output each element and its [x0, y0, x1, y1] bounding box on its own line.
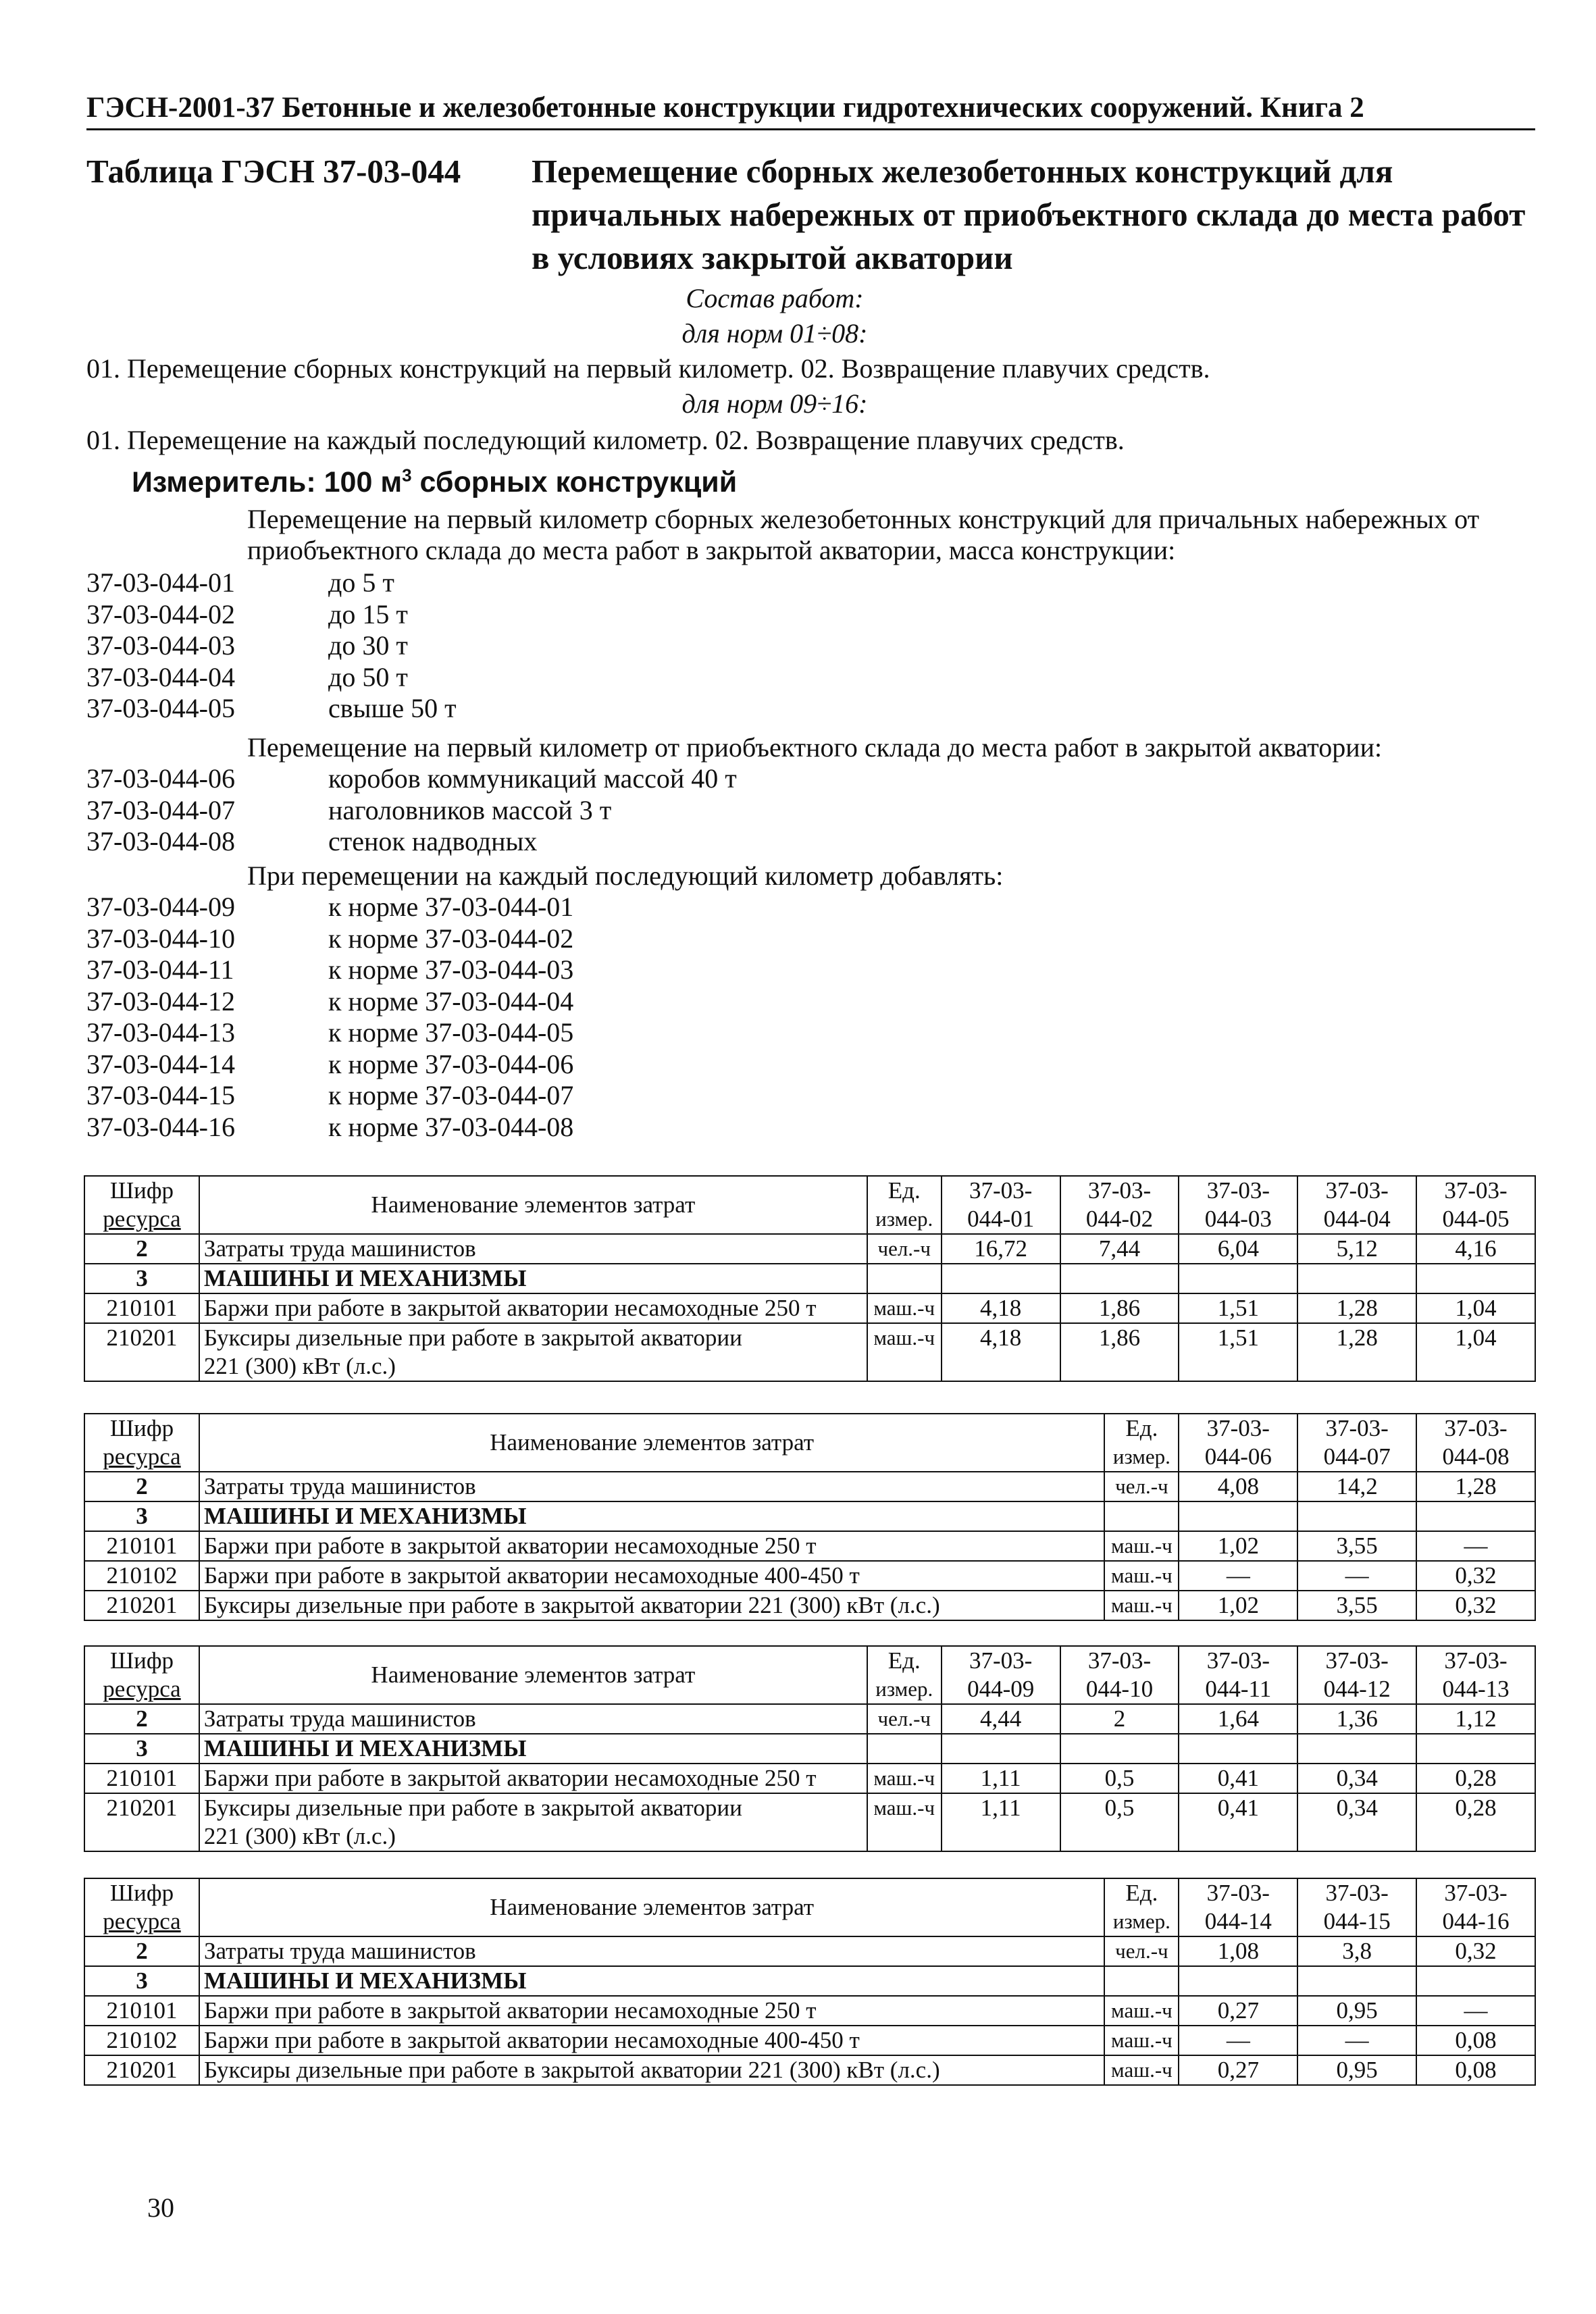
row-unit	[867, 1734, 942, 1764]
row-name-line: 221 (300) кВт (л.с.)	[203, 1353, 396, 1379]
row-value: —	[1297, 2026, 1416, 2055]
column-header-norm	[1179, 1414, 1297, 1472]
column-header-norm	[1060, 1646, 1179, 1704]
norm-col-suffix: 044-16	[1442, 1908, 1510, 1934]
norm-code: 37-03-044-08	[86, 826, 235, 856]
row-unit: маш.-ч	[1104, 2055, 1179, 2085]
row-value: 1,28	[1297, 1323, 1416, 1381]
norm-description: к норме 37-03-044-07	[328, 1080, 574, 1110]
norm-col-prefix: 37-03-	[1325, 1177, 1389, 1204]
table-row	[84, 1293, 1535, 1323]
row-unit: маш.-ч	[1104, 1531, 1179, 1561]
code-head-line: ресурса	[103, 1206, 181, 1232]
column-header-code	[84, 1176, 199, 1234]
row-value: 4,44	[942, 1704, 1060, 1734]
column-header-norm	[942, 1646, 1060, 1704]
row-value	[942, 1734, 1060, 1764]
row-value	[1179, 1501, 1297, 1531]
resource-table	[84, 1175, 1536, 1382]
norm-col-suffix: 044-12	[1323, 1676, 1391, 1702]
column-header-norm	[1297, 1414, 1416, 1472]
norm-col-suffix: 044-13	[1442, 1676, 1510, 1702]
row-value: 1,28	[1297, 1293, 1416, 1323]
row-name: Затраты труда машинистов	[199, 1472, 1104, 1501]
column-header-norm	[942, 1176, 1060, 1234]
code-head-line: ресурса	[103, 1443, 181, 1470]
norm-col-prefix: 37-03-	[1206, 1880, 1270, 1906]
row-unit: чел.-ч	[867, 1234, 942, 1264]
norm-description: к норме 37-03-044-05	[328, 1017, 574, 1048]
norm-col-prefix: 37-03-	[1444, 1415, 1508, 1441]
row-value: 1,64	[1179, 1704, 1297, 1734]
row-value: 4,08	[1179, 1472, 1297, 1501]
norm-code: 37-03-044-09	[86, 892, 235, 922]
row-unit: маш.-ч	[1104, 1591, 1179, 1620]
row-value: 1,86	[1060, 1293, 1179, 1323]
section-title: МАШИНЫ И МЕХАНИЗМЫ	[199, 1966, 1104, 1996]
row-name	[199, 1323, 867, 1381]
norm-description: до 30 т	[328, 630, 408, 661]
norm-col-suffix: 044-01	[967, 1206, 1035, 1232]
norms-group2-text: Перемещение на первый километр от приобъектного склада до места работ в закрытой акватории:	[247, 732, 1383, 763]
row-name-line: Баржи при работе в закрытой акватории несамоходные 250 т	[203, 1533, 817, 1559]
row-name-line: Буксиры дизельные при работе в закрытой акватории 221 (300) кВт (л.с.)	[203, 2057, 940, 2083]
row-value	[1297, 1264, 1416, 1293]
unit-head-line: Ед.	[1125, 1880, 1158, 1906]
row-unit: маш.-ч	[867, 1764, 942, 1793]
row-value: 0,28	[1416, 1764, 1535, 1793]
row-name: Затраты труда машинистов	[199, 1234, 867, 1264]
running-header: ГЭСН-2001-37 Бетонные и железобетонные конструкции гидротехнических сооружений. Книга 2	[86, 89, 1535, 130]
norm-col-prefix: 37-03-	[1325, 1415, 1389, 1441]
column-header-norm	[1416, 1176, 1535, 1234]
norm-col-suffix: 044-15	[1323, 1908, 1391, 1934]
row-name	[199, 1531, 1104, 1561]
row-value	[1297, 1734, 1416, 1764]
norm-row	[86, 826, 537, 857]
table-row	[84, 1764, 1535, 1793]
row-value: 1,04	[1416, 1293, 1535, 1323]
norm-code: 37-03-044-02	[86, 598, 235, 629]
norm-col-prefix: 37-03-	[1087, 1177, 1152, 1204]
row-unit: маш.-ч	[867, 1793, 942, 1851]
row-value: 0,27	[1179, 2055, 1297, 2085]
works-group1-text: 01. Перемещение сборных конструкций на первый километр. 02. Возвращение плавучих средств.	[86, 353, 1210, 384]
unit-suffix: сборных конструкций	[411, 466, 738, 498]
norm-description: до 50 т	[328, 661, 408, 692]
row-name	[199, 2026, 1104, 2055]
table-title: Перемещение сборных железобетонных конструкций для причальных набережных от приобъектного склада до места работ в условиях закрытой акватории	[532, 153, 1526, 276]
norm-col-suffix: 044-02	[1085, 1206, 1154, 1232]
norm-code: 37-03-044-01	[86, 567, 235, 598]
row-value: 1,11	[942, 1764, 1060, 1793]
row-value: 3,8	[1297, 1936, 1416, 1966]
row-value: 2	[1060, 1704, 1179, 1734]
row-code: 210201	[84, 2055, 199, 2085]
norm-col-suffix: 044-14	[1204, 1908, 1272, 1934]
norm-description: стенок надводных	[328, 826, 538, 856]
row-name: Затраты труда машинистов	[199, 1704, 867, 1734]
row-value	[1416, 1966, 1535, 1996]
norm-row	[86, 1017, 573, 1048]
row-value	[1297, 1501, 1416, 1531]
row-value: 1,28	[1416, 1472, 1535, 1501]
row-value: 0,95	[1297, 1996, 1416, 2026]
row-unit	[867, 1264, 942, 1293]
norm-col-prefix: 37-03-	[1325, 1880, 1389, 1906]
row-name: Затраты труда машинистов	[199, 1936, 1104, 1966]
norms-group3-text: При перемещении на каждый последующий километр добавлять:	[247, 860, 1004, 891]
column-header-unit	[1104, 1878, 1179, 1936]
unit-line	[132, 463, 737, 501]
row-value: 0,34	[1297, 1793, 1416, 1851]
norm-code: 37-03-044-06	[86, 763, 235, 794]
column-header-norm	[1297, 1646, 1416, 1704]
norm-description: свыше 50 т	[328, 693, 457, 723]
row-unit: маш.-ч	[1104, 1996, 1179, 2026]
norm-description: к норме 37-03-044-02	[328, 923, 574, 954]
row-name-line: Баржи при работе в закрытой акватории несамоходные 400-450 т	[203, 2027, 860, 2053]
norm-col-suffix: 044-06	[1204, 1443, 1272, 1470]
row-name-line: Баржи при работе в закрытой акватории несамоходные 250 т	[203, 1765, 817, 1791]
row-value: 0,28	[1416, 1793, 1535, 1851]
row-name-line: Буксиры дизельные при работе в закрытой акватории	[203, 1795, 742, 1821]
column-header-norm	[1416, 1878, 1535, 1936]
table-row	[84, 1996, 1535, 2026]
norm-description: наголовников массой 3 т	[328, 794, 612, 825]
row-code: 210101	[84, 1293, 199, 1323]
row-value: 0,27	[1179, 1996, 1297, 2026]
row-unit	[1104, 1966, 1179, 1996]
row-value: 1,51	[1179, 1293, 1297, 1323]
row-unit: чел.-ч	[867, 1704, 942, 1734]
resource-table	[84, 1878, 1536, 2086]
row-value: 1,04	[1416, 1323, 1535, 1381]
norm-col-suffix: 044-10	[1085, 1676, 1154, 1702]
row-value	[1060, 1734, 1179, 1764]
norm-row	[86, 923, 573, 954]
row-name-line: Баржи при работе в закрытой акватории несамоходные 400-450 т	[203, 1562, 860, 1589]
row-code: 2	[84, 1472, 199, 1501]
table-row	[84, 1531, 1535, 1561]
norm-row	[86, 986, 573, 1017]
norms-group1-text: Перемещение на первый километр сборных железобетонных конструкций для причальных набережных от приобъектного склада до места работ в закрытой акватории, масса конструкции:	[247, 504, 1480, 565]
unit-head-line: измер.	[875, 1207, 933, 1231]
norm-row	[86, 763, 737, 794]
column-header-norm	[1297, 1176, 1416, 1234]
row-value: 0,08	[1416, 2026, 1535, 2055]
norm-description: к норме 37-03-044-06	[328, 1048, 574, 1079]
norm-code: 37-03-044-12	[86, 985, 235, 1017]
code-head-line: Шифр	[109, 1415, 174, 1441]
table-row	[84, 1472, 1535, 1501]
norm-row	[86, 693, 457, 724]
row-value	[1416, 1264, 1535, 1293]
column-header-norm	[1179, 1176, 1297, 1234]
table-row	[84, 1501, 1535, 1531]
row-value: 4,18	[942, 1293, 1060, 1323]
norm-row	[86, 1080, 573, 1111]
norm-code: 37-03-044-10	[86, 923, 235, 954]
table-row	[84, 1704, 1535, 1734]
row-name	[199, 1996, 1104, 2026]
norm-row	[86, 954, 573, 985]
row-value: 0,41	[1179, 1764, 1297, 1793]
row-name	[199, 2055, 1104, 2085]
row-value: —	[1416, 1996, 1535, 2026]
row-value: 6,04	[1179, 1234, 1297, 1264]
row-value: 1,36	[1297, 1704, 1416, 1734]
row-unit	[1104, 1501, 1179, 1531]
unit-head-line: измер.	[1112, 1445, 1170, 1468]
table-row	[84, 1561, 1535, 1591]
table-row	[84, 2026, 1535, 2055]
row-value: 14,2	[1297, 1472, 1416, 1501]
norm-col-suffix: 044-09	[967, 1676, 1035, 1702]
table-row	[84, 1734, 1535, 1764]
norm-description: к норме 37-03-044-04	[328, 985, 574, 1017]
norm-row	[86, 630, 408, 661]
norm-row	[86, 1049, 573, 1080]
column-header-name: Наименование элементов затрат	[199, 1176, 867, 1234]
norm-col-suffix: 044-11	[1205, 1676, 1272, 1702]
row-value: 0,08	[1416, 2055, 1535, 2085]
row-value: 4,16	[1416, 1234, 1535, 1264]
table-row	[84, 1234, 1535, 1264]
table-id: Таблица ГЭСН 37-03-044	[86, 153, 461, 190]
row-value	[942, 1264, 1060, 1293]
column-header-code	[84, 1646, 199, 1704]
row-value: 1,02	[1179, 1531, 1297, 1561]
code-head-line: Шифр	[109, 1647, 174, 1674]
row-value: 16,72	[942, 1234, 1060, 1264]
norm-row	[86, 1112, 573, 1143]
norm-col-suffix: 044-08	[1442, 1443, 1510, 1470]
row-value: 1,51	[1179, 1323, 1297, 1381]
row-value: 0,5	[1060, 1764, 1179, 1793]
row-value: 0,32	[1416, 1936, 1535, 1966]
row-value: 0,34	[1297, 1764, 1416, 1793]
table-row	[84, 1793, 1535, 1851]
row-name	[199, 1561, 1104, 1591]
row-code: 210102	[84, 2026, 199, 2055]
norm-col-prefix: 37-03-	[1087, 1647, 1152, 1674]
resource-table	[84, 1645, 1536, 1852]
row-value: 1,11	[942, 1793, 1060, 1851]
row-value	[1297, 1966, 1416, 1996]
works-heading: Состав работ:	[686, 283, 864, 313]
norm-code: 37-03-044-05	[86, 693, 235, 723]
unit-head-line: Ед.	[887, 1177, 921, 1204]
row-value	[1179, 1966, 1297, 1996]
norm-row	[86, 795, 611, 826]
section-title: МАШИНЫ И МЕХАНИЗМЫ	[199, 1501, 1104, 1531]
norm-col-prefix: 37-03-	[1444, 1880, 1508, 1906]
norm-code: 37-03-044-16	[86, 1111, 235, 1142]
column-header-code	[84, 1878, 199, 1936]
row-code: 3	[84, 1734, 199, 1764]
row-value: 0,5	[1060, 1793, 1179, 1851]
norm-col-prefix: 37-03-	[969, 1647, 1033, 1674]
norm-description: к норме 37-03-044-03	[328, 954, 574, 985]
column-header-norm	[1060, 1176, 1179, 1234]
column-header-norm	[1179, 1646, 1297, 1704]
norm-row	[86, 892, 573, 923]
row-unit: чел.-ч	[1104, 1936, 1179, 1966]
norm-col-suffix: 044-07	[1323, 1443, 1391, 1470]
row-value: 1,86	[1060, 1323, 1179, 1381]
table-row	[84, 2055, 1535, 2085]
norm-col-prefix: 37-03-	[1206, 1647, 1270, 1674]
norm-code: 37-03-044-15	[86, 1080, 235, 1110]
row-value: —	[1416, 1531, 1535, 1561]
column-header-norm	[1179, 1878, 1297, 1936]
column-header-unit	[867, 1176, 942, 1234]
row-name-line: Буксиры дизельные при работе в закрытой акватории	[203, 1325, 742, 1351]
row-name	[199, 1591, 1104, 1620]
row-code: 210101	[84, 1996, 199, 2026]
row-code: 3	[84, 1264, 199, 1293]
row-unit: маш.-ч	[1104, 2026, 1179, 2055]
column-header-norm	[1416, 1414, 1535, 1472]
norm-row	[86, 567, 394, 598]
code-head-line: Шифр	[109, 1177, 174, 1204]
norm-col-prefix: 37-03-	[969, 1177, 1033, 1204]
row-value: 5,12	[1297, 1234, 1416, 1264]
section-title: МАШИНЫ И МЕХАНИЗМЫ	[199, 1734, 867, 1764]
row-code: 210101	[84, 1764, 199, 1793]
row-value	[1416, 1734, 1535, 1764]
row-name	[199, 1793, 867, 1851]
row-code: 210201	[84, 1591, 199, 1620]
row-code: 210101	[84, 1531, 199, 1561]
row-value	[1060, 1264, 1179, 1293]
row-value: 3,55	[1297, 1531, 1416, 1561]
column-header-name: Наименование элементов затрат	[199, 1878, 1104, 1936]
norm-row	[86, 599, 408, 630]
row-unit: маш.-ч	[867, 1323, 942, 1381]
unit-head-line: Ед.	[1125, 1415, 1158, 1441]
row-unit: маш.-ч	[867, 1293, 942, 1323]
row-value: 0,41	[1179, 1793, 1297, 1851]
column-header-unit	[867, 1646, 942, 1704]
norm-col-suffix: 044-04	[1323, 1206, 1391, 1232]
page-number: 30	[147, 2192, 174, 2223]
norm-col-prefix: 37-03-	[1206, 1177, 1270, 1204]
table-row	[84, 1323, 1535, 1381]
norm-col-prefix: 37-03-	[1206, 1415, 1270, 1441]
row-name-line: Буксиры дизельные при работе в закрытой акватории 221 (300) кВт (л.с.)	[203, 1592, 940, 1618]
norm-col-suffix: 044-05	[1442, 1206, 1510, 1232]
row-value: 0,32	[1416, 1591, 1535, 1620]
row-value: 3,55	[1297, 1591, 1416, 1620]
section-title: МАШИНЫ И МЕХАНИЗМЫ	[199, 1264, 867, 1293]
column-header-name: Наименование элементов затрат	[199, 1414, 1104, 1472]
row-name-line: Баржи при работе в закрытой акватории несамоходные 250 т	[203, 1295, 817, 1321]
row-value: 1,08	[1179, 1936, 1297, 1966]
works-group1-label: для норм 01÷08:	[681, 318, 868, 349]
norm-code: 37-03-044-03	[86, 630, 235, 661]
row-name-line: 221 (300) кВт (л.с.)	[203, 1823, 396, 1849]
row-code: 3	[84, 1966, 199, 1996]
works-group2-label: для норм 09÷16:	[681, 388, 868, 419]
resource-table	[84, 1413, 1536, 1621]
norm-col-suffix: 044-03	[1204, 1206, 1272, 1232]
norm-description: коробов коммуникаций массой 40 т	[328, 763, 737, 794]
norm-code: 37-03-044-11	[86, 954, 234, 985]
norm-code: 37-03-044-13	[86, 1017, 235, 1048]
column-header-norm	[1297, 1878, 1416, 1936]
row-code: 2	[84, 1704, 199, 1734]
row-code: 210102	[84, 1561, 199, 1591]
row-value: 1,02	[1179, 1591, 1297, 1620]
works-group2-text: 01. Перемещение на каждый последующий километр. 02. Возвращение плавучих средств.	[86, 425, 1125, 455]
row-unit: маш.-ч	[1104, 1561, 1179, 1591]
norm-col-prefix: 37-03-	[1325, 1647, 1389, 1674]
row-code: 2	[84, 1234, 199, 1264]
column-header-code	[84, 1414, 199, 1472]
norm-description: до 5 т	[328, 567, 394, 598]
unit-head-line: измер.	[875, 1677, 933, 1701]
norm-description: к норме 37-03-044-08	[328, 1111, 574, 1142]
row-value: —	[1297, 1561, 1416, 1591]
row-name-line: Баржи при работе в закрытой акватории несамоходные 250 т	[203, 1997, 817, 2024]
row-unit: чел.-ч	[1104, 1472, 1179, 1501]
row-value	[1179, 1734, 1297, 1764]
norm-col-prefix: 37-03-	[1444, 1647, 1508, 1674]
row-value: —	[1179, 1561, 1297, 1591]
row-value: 0,32	[1416, 1561, 1535, 1591]
row-value: 4,18	[942, 1323, 1060, 1381]
code-head-line: ресурса	[103, 1908, 181, 1934]
row-value: —	[1179, 2026, 1297, 2055]
code-head-line: ресурса	[103, 1676, 181, 1702]
row-code: 210201	[84, 1323, 199, 1381]
row-value: 1,12	[1416, 1704, 1535, 1734]
norm-code: 37-03-044-07	[86, 794, 235, 825]
norm-description: к норме 37-03-044-01	[328, 892, 574, 922]
norm-row	[86, 662, 408, 693]
column-header-norm	[1416, 1646, 1535, 1704]
unit-head-line: измер.	[1112, 1909, 1170, 1933]
norm-description: до 15 т	[328, 598, 408, 629]
code-head-line: Шифр	[109, 1880, 174, 1906]
unit-head-line: Ед.	[887, 1647, 921, 1674]
table-row	[84, 1264, 1535, 1293]
norm-col-prefix: 37-03-	[1444, 1177, 1508, 1204]
row-value	[1416, 1501, 1535, 1531]
table-row	[84, 1936, 1535, 1966]
column-header-unit	[1104, 1414, 1179, 1472]
row-code: 2	[84, 1936, 199, 1966]
norm-code: 37-03-044-14	[86, 1048, 235, 1079]
row-value	[1179, 1264, 1297, 1293]
row-code: 210201	[84, 1793, 199, 1851]
table-row	[84, 1966, 1535, 1996]
unit-power: 3	[402, 465, 412, 486]
row-name	[199, 1764, 867, 1793]
row-value: 7,44	[1060, 1234, 1179, 1264]
row-value: 0,95	[1297, 2055, 1416, 2085]
row-name	[199, 1293, 867, 1323]
row-code: 3	[84, 1501, 199, 1531]
table-row	[84, 1591, 1535, 1620]
unit-prefix: Измеритель: 100 м	[132, 466, 403, 498]
column-header-name: Наименование элементов затрат	[199, 1646, 867, 1704]
norm-code: 37-03-044-04	[86, 661, 235, 692]
